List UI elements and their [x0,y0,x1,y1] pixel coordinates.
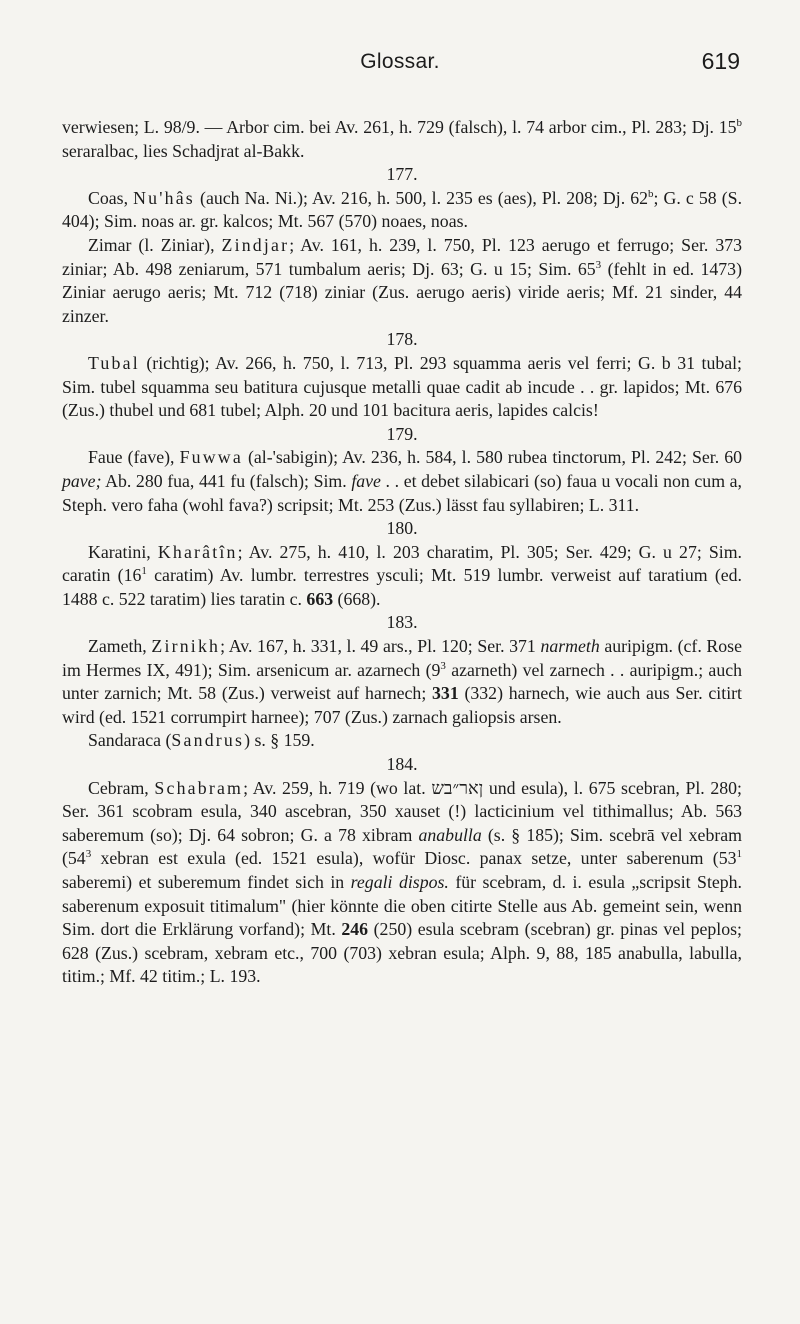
glossary-entry [62,187,742,234]
arabic-term: Kharâtîn [157,541,238,562]
entry-text: (668). [333,588,381,609]
entry-text: ; Av. 259, h. 719 (wo lat. ןאר״בש und esula), l. 675 scebran, Pl. 280; Ser. 361 scobram esula, 340 ascebran, 350 xauset (!) lacticinium vel tithimallus; Ab. 563 saberemum (so); Dj. 64 sobron; G. a 78 xibram [62,777,742,845]
entry-text: seraralbac, lies Schadjrat al-Bakk. [62,140,305,161]
italic-term: pave; [62,470,102,491]
superscript: 3 [440,659,446,672]
page-header [0,48,800,88]
glossary-entry [62,777,742,989]
entry-number: 184. [386,754,418,775]
entry-text: (fehlt in ed. 1473) Ziniar aerugo aeris; Mt. 712 (718) ziniar (Zus. aerugo aeris) viride aeris; Mf. 21 sinder, 44 zinzer. [62,258,742,326]
glossary-entry [62,729,742,753]
superscript: b [648,187,654,200]
entry-text: (al-'sabigin); Av. 236, h. 584, l. 580 rubea tinctorum, Pl. 242; Ser. 60 [242,447,742,468]
arabic-term: Zirnikh [151,636,221,657]
entry-text: ; G. c 58 (S. 404); Sim. noas ar. gr. kalcos; Mt. 567 (570) noaes, noas. [62,187,743,232]
glossary-entry [62,446,742,517]
glossary-entry [62,234,742,328]
entry-text: caratim) Av. lumbr. terrestres ysculi; Mt. 519 lumbr. verweist auf taratium (ed. 1488 c. 522 taratim) lies taratin c. [62,565,742,609]
italic-term: regali dispos. [350,872,449,892]
entry-text: (250) esula scebram (scebran) gr. pinas vel peplos; 628 (Zus.) scebram, xebram etc., 700 (703) xebran esula; Alph. 9, 88, 185 anabulla, labulla, titim.; Mf. 42 titim.; L. 193. [62,919,742,987]
arabic-term: Nu'hâs [133,187,195,208]
entry-text: ; Av. 275, h. 410, l. 203 charatim, Pl. 305; Ser. 429; G. u 27; Sim. caratin (16 [62,541,742,586]
entry-text: (richtig); Av. 266, h. 750, l. 713, Pl. 293 squamma aeris vel ferri; G. b 31 tubal; Sim. tubel squamma seu batitura cujusque metalli quae cadit ab incude . . gr. lapidos; Mt. 676 (Zus.) thubel und 681 tubel; Alph. 20 und 101 bacitura aeris, lapides calcis! [62,352,742,421]
entry-number: 180. [386,518,418,539]
entry-text: saberemi) et suberemum findet sich in [62,872,351,892]
entry-text: Zimar (l. Ziniar), [88,234,222,255]
entry-text: Faue (fave), [88,447,180,468]
arabic-term: Schabram [154,777,244,798]
arabic-term: Sandrus [171,730,245,751]
entry-number: 179. [386,423,418,444]
entry-text: ) s. § 159. [244,730,315,751]
entry-text: Karatini, [88,541,158,562]
entry-text: Zameth, [88,636,152,657]
entry-text: ; Av. 161, h. 239, l. 750, Pl. 123 aerugo et ferrugo; Ser. 373 ziniar; Ab. 498 zeniarum, 571 tumbalum aeris; Dj. 63; G. u 15; Sim. 65 [62,234,742,279]
entry-text: Cebram, [88,777,155,798]
entry-text: . . et debet silabicari (so) faua u vocali non cum a, Steph. vero faha (wohl fava?) scripsit; Mt. 253 (Zus.) lässt fau syllabiren; L. 311. [62,470,742,515]
entry-text: xebran est exula (ed. 1521 esula), wofür Diosc. panax setze, unter saberenum (53 [91,848,737,869]
entry-text: verwiesen; L. 98/9. — Arbor cim. bei Av. 261, h. 729 (falsch), l. 74 arbor cim., Pl. 283; Dj. 15 [62,117,737,137]
italic-term: anabulla [418,824,482,845]
entry-number: 178. [386,329,418,350]
superscript: 3 [595,258,602,271]
superscript: b [736,117,742,130]
entry-continuation [62,116,742,163]
glossary-entry [62,541,742,612]
superscript: 1 [736,848,742,861]
glossary-entry [62,635,742,729]
entry-text: Ab. 280 fua, 441 fu (falsch); Sim. [101,470,352,491]
glossary-entry [62,352,742,423]
entry-number: 183. [386,612,418,633]
italic-term: fave [351,470,381,491]
entry-text: azarneth) vel zarnech . . auripigm.; auch unter zarnich; Mt. 58 (Zus.) verweist auf harnech; [62,659,742,704]
bold-reference: 331 [432,683,459,704]
superscript: 1 [141,565,147,578]
arabic-term: Fuwwa [179,447,243,468]
page-number: 619 [701,48,740,74]
entry-text: (s. § 185); Sim. scebrā vel xebram (54 [62,824,742,869]
entry-text: (332) harnech, wie auch aus Ser. citirt wird (ed. 1521 corrumpirt harnee); 707 (Zus.) zarnach galiopsis arsen. [62,683,742,727]
running-title: Glossar. [360,50,440,73]
arabic-term: Tubal [88,352,140,373]
italic-term: narmeth [540,636,600,657]
bold-reference: 663 [306,588,334,609]
entry-text: für scebram, d. i. esula „scripsit Steph. saberenum exposuit titimalum" (hier könnte die oben citirte Stelle aus Ab. gemeint sein, wenn Sim. dort die Erklärung vorfand); Mt. [62,872,743,940]
entry-text: (auch Na. Ni.); Av. 216, h. 500, l. 235 es (aes), Pl. 208; Dj. 62 [194,187,649,208]
entry-number: 177. [386,164,418,185]
entry-text: auripigm. (cf. Rose im Hermes IX, 491); Sim. arsenicum ar. azarnech (9 [62,636,742,680]
entry-text: Coas, [88,187,134,208]
glossary-body [62,116,742,989]
entry-text: Sandaraca ( [88,730,172,751]
arabic-term: Zindjar [221,234,290,255]
entry-text: ; Av. 167, h. 331, l. 49 ars., Pl. 120; Ser. 371 [220,636,541,657]
bold-reference: 246 [341,919,369,940]
superscript: 3 [85,848,92,861]
